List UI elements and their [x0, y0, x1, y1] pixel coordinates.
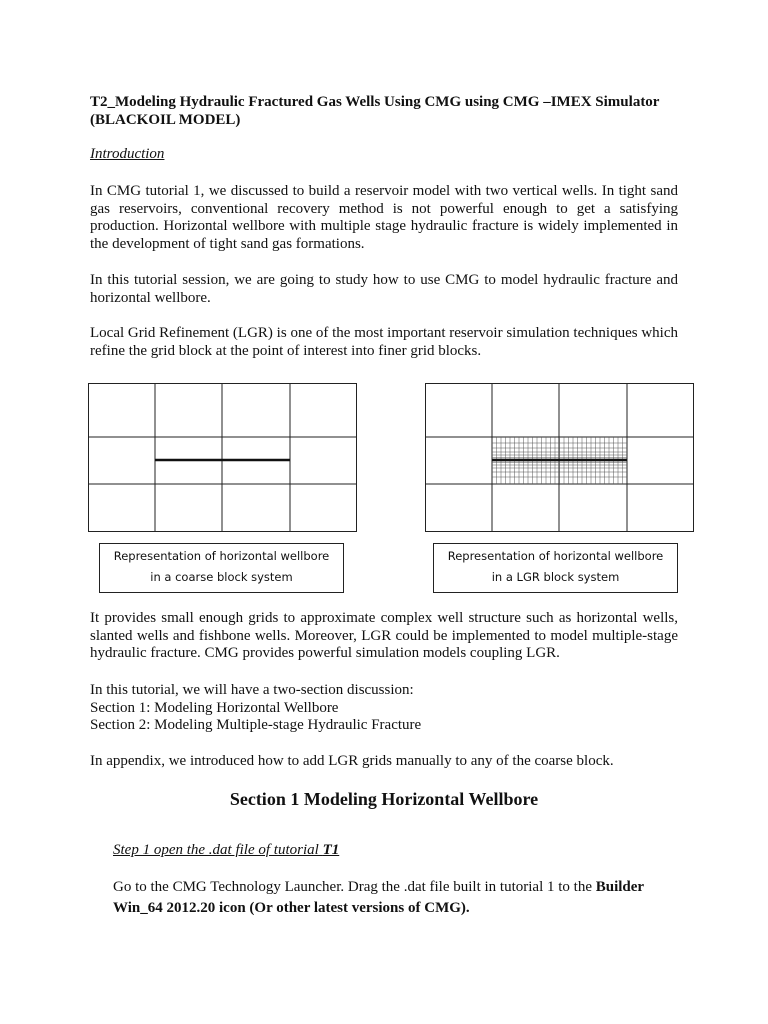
coarse-grid-figure [88, 383, 358, 533]
coarse-caption-line-1: Representation of horizontal wellbore [113, 549, 330, 563]
step-1-prefix: Step 1 open the .dat file of tutorial [113, 842, 323, 858]
discussion-intro: In this tutorial, we will have a two-section discussion: [90, 682, 414, 698]
goto-instruction [113, 877, 678, 919]
section-list-item: Section 1: Modeling Horizontal Wellbore [90, 699, 339, 716]
goto-text: Go to the CMG Technology Launcher. Drag the .dat file built in tutorial 1 to the [113, 879, 596, 895]
section-list-item: Section 2: Modeling Multiple-stage Hydraulic Fracture [90, 717, 422, 733]
appendix-note: In appendix, we introduced how to add LGR grids manually to any of the coarse block. [90, 753, 614, 769]
intro-paragraph-3: Local Grid Refinement (LGR) is one of the most important reservoir simulation techniques which refine the grid block at the point of interest into finer grid blocks. [90, 325, 678, 359]
coarse-grid-caption [99, 543, 344, 593]
lgr-caption-line-1: Representation of horizontal wellbore [447, 549, 664, 563]
step-1-heading [113, 842, 339, 859]
step-1-tutorial-ref: T1 [322, 842, 340, 858]
lgr-grid-diagram [425, 383, 695, 533]
document-title: T2_Modeling Hydraulic Fractured Gas Wells Using CMG using CMG –IMEX Simulator (BLACKOIL MODEL) [90, 94, 660, 128]
discussion-list [90, 682, 678, 735]
lgr-caption-line-2: in a LGR block system [491, 570, 620, 584]
lgr-paragraph: It provides small enough grids to approximate complex well structure such as horizontal wells, slanted wells and fishbone wells. Moreover, LGR could be implemented to model multiple-stage hydraulic fracture. CMG provides powerful simulation models coupling LGR. [90, 610, 678, 661]
intro-paragraph-1: In CMG tutorial 1, we discussed to build a reservoir model with two vertical wells. In tight sand gas reservoirs, conventional recovery method is not powerful enough to get a satisfying production. Horizontal wellbore with multiple stage hydraulic fracture is widely implemented in the development of tight sand gas formations. [90, 183, 678, 252]
introduction-heading: Introduction [90, 146, 165, 162]
intro-paragraph-2: In this tutorial session, we are going to study how to use CMG to model hydraulic fracture and horizontal wellbore. [90, 272, 678, 306]
lgr-grid-figure [425, 383, 695, 533]
goto-bold-text: Builder Win_64 2012.20 icon (Or other latest versions of CMG). [113, 879, 644, 916]
coarse-caption-line-2: in a coarse block system [150, 570, 293, 584]
lgr-grid-caption [433, 543, 678, 593]
coarse-grid-diagram [88, 383, 358, 533]
section-1-heading: Section 1 Modeling Horizontal Wellbore [229, 789, 539, 809]
